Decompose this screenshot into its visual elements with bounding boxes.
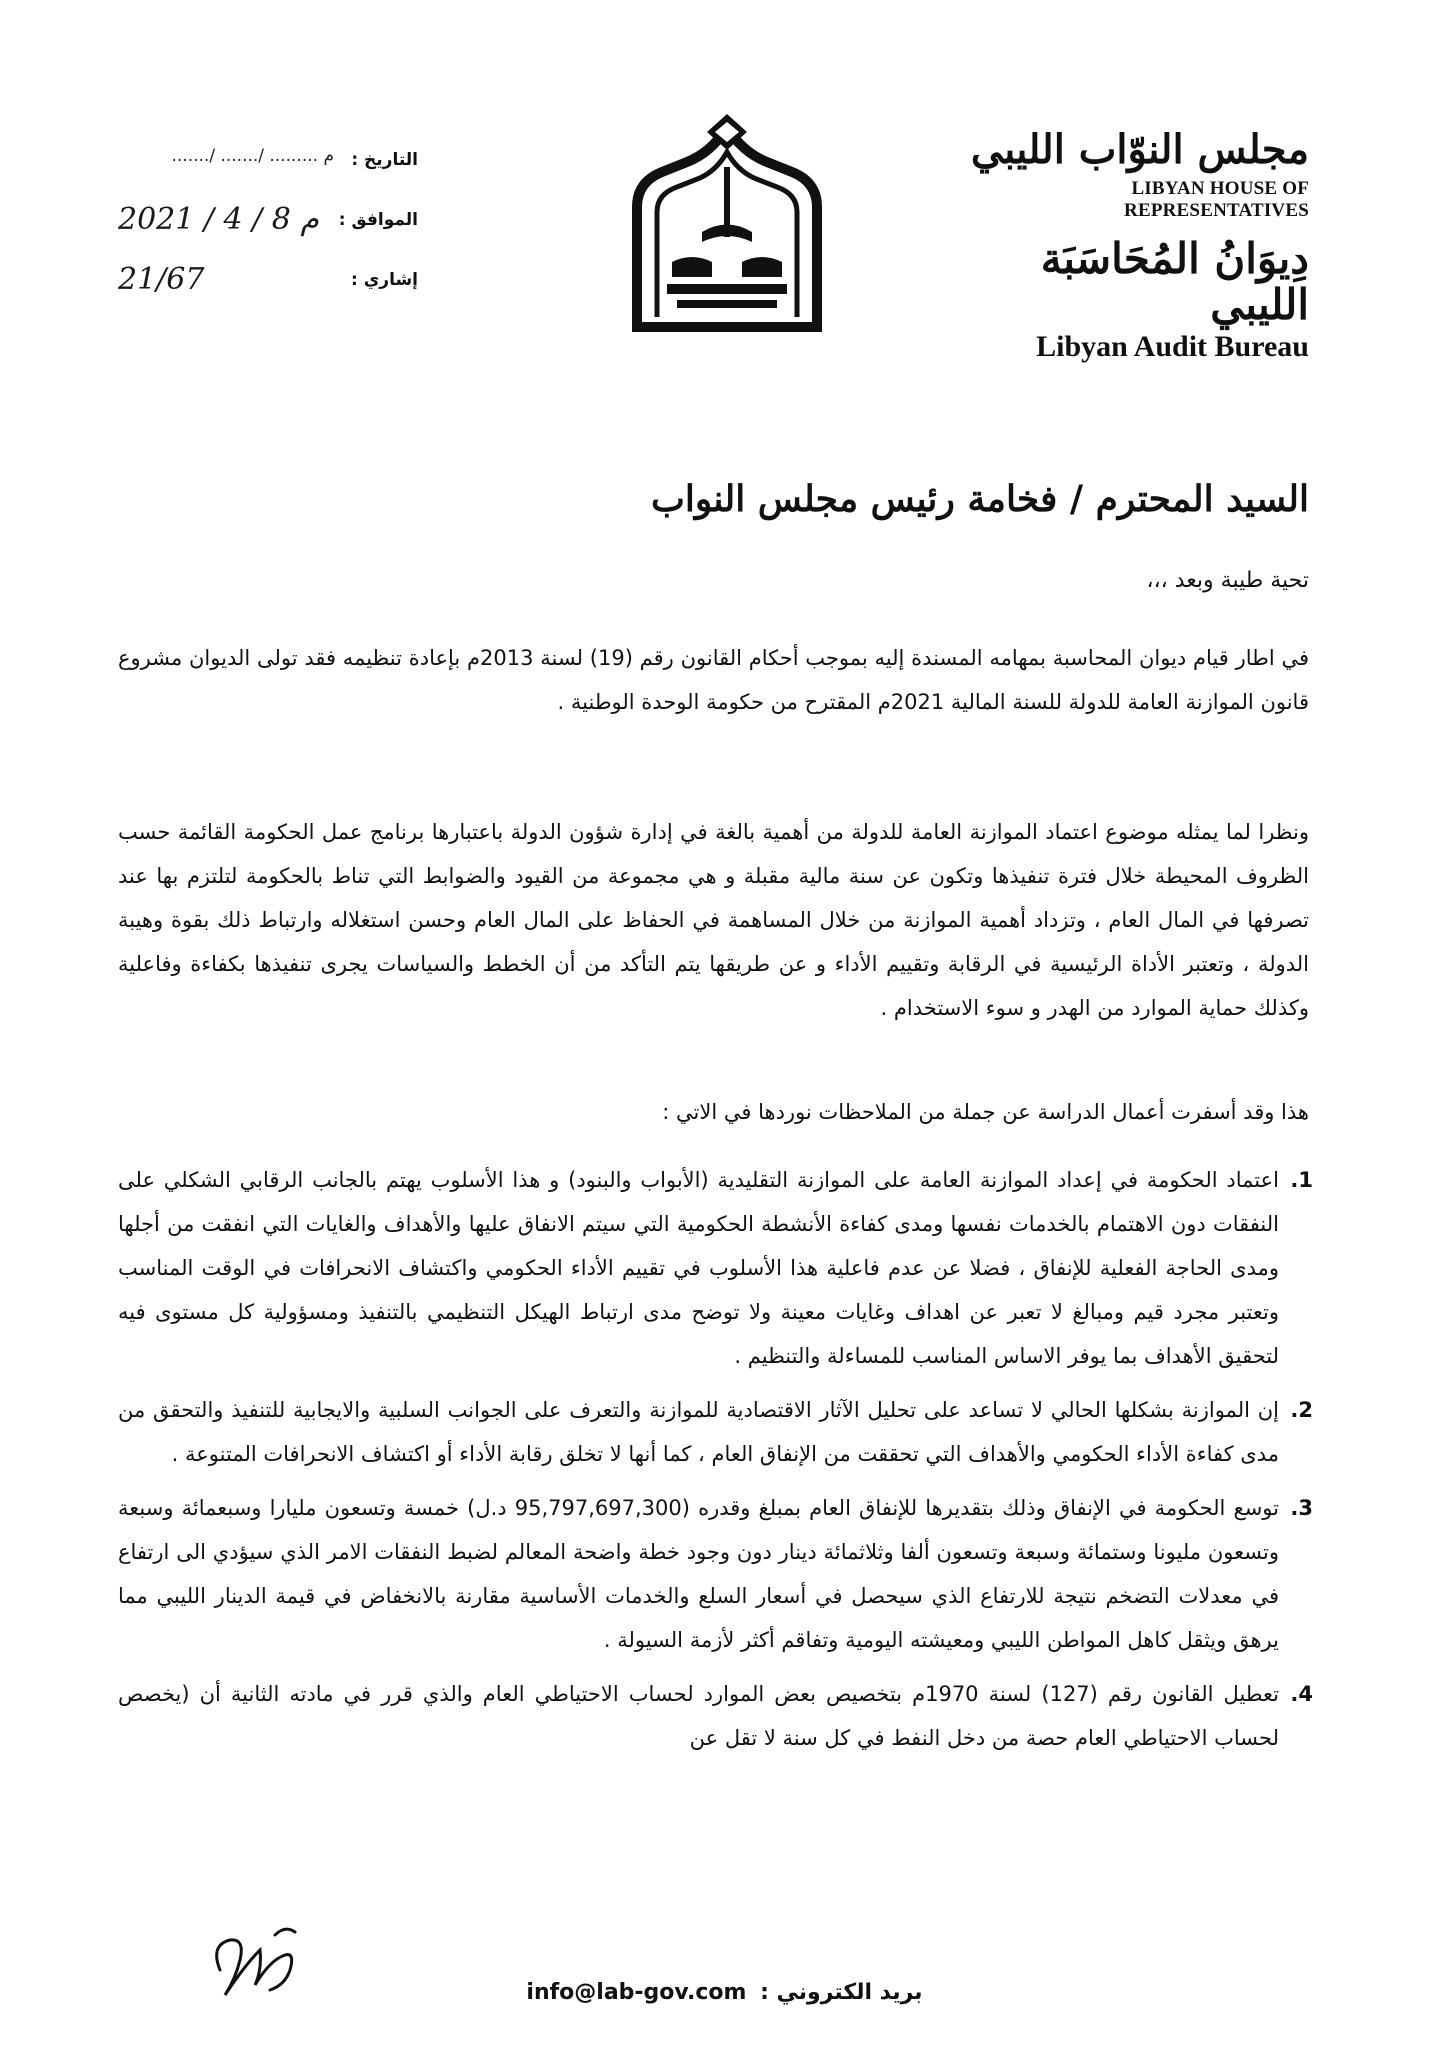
institution-name-en: LIBYAN HOUSE OF REPRESENTATIVES bbox=[1124, 178, 1309, 221]
email-address: info@lab-gov.com bbox=[526, 1980, 747, 2005]
list-item-number: 4. bbox=[1290, 1682, 1313, 1706]
bureau-name-en: Libyan Audit Bureau bbox=[1036, 330, 1309, 363]
audit-bureau-emblem-icon bbox=[612, 112, 842, 332]
hijri-label: الموافق : bbox=[338, 210, 418, 230]
list-item bbox=[118, 1672, 1313, 1760]
hijri-value: 2021 / 4 / 8 م bbox=[118, 202, 319, 237]
paragraph-importance: ونظرا لما يمثله موضوع اعتماد الموازنة العامة للدولة من أهمية بالغة في إدارة شؤون الدولة باعتبارها برنامج عمل الحكومة القائمة حسب الظروف المحيطة خلال فترة تنفيذها وتكون عن سنة مالية مقبلة و هي مجموعة من القيود والضوابط التي تناط بالحكومة لتلتزم بها عند تصرفها في المال العام ، وتزداد أهمية الموازنة من خلال المساهمة في الحفاظ على المال العام وحسن استغلاله وارتباط ذلك بقوة وهيبة الدولة ، وتعتبر الأداة الرئيسية في الرقابة وتقييم الأداء و عن طريقها يتم التأكد من أن الخطط والسياسات يجرى تنفيذها بكفاءة وفاعلية وكذلك حماية الموارد من الهدر و سوء الاستخدام . bbox=[118, 820, 1309, 1020]
list-item bbox=[118, 1158, 1313, 1378]
ref-value: 21/67 bbox=[118, 262, 205, 297]
reference-block bbox=[118, 142, 418, 322]
ref-row bbox=[118, 262, 418, 322]
date-row bbox=[118, 142, 418, 202]
date-label: التاريخ : bbox=[351, 150, 418, 170]
greeting: تحية طيبة وبعد ،،، bbox=[1146, 568, 1309, 593]
institution-name-ar: مجلس النوّاب الليبي bbox=[970, 126, 1309, 173]
list-item-number: 2. bbox=[1290, 1398, 1313, 1422]
list-item-text: إن الموازنة بشكلها الحالي لا تساعد على تحليل الآثار الاقتصادية للموازنة والتعرف على الجوانب السلبية والايجابية للتنفيذ والتحقق من مدى كفاءة الأداء الحكومي والأهداف التي تحققت من الإنفاق العام ، كما أنها لا تخلق رقابة الأداء أو اكتشاف الانحرافات المتنوعة . bbox=[118, 1398, 1279, 1466]
list-item-number: 3. bbox=[1290, 1496, 1313, 1520]
list-item-text: اعتماد الحكومة في إعداد الموازنة العامة على الموازنة التقليدية (الأبواب والبنود) و هذا الأسلوب يهتم بالجانب الرقابي الشكلي على النفقات دون الاهتمام بالخدمات نفسها ومدى كفاءة الأنشطة الحكومية التي سيتم الانفاق عليها والأهداف والغايات التي انفقت من أجلها ومدى الحاجة الفعلية للإنفاق ، فضلا عن عدم فاعلية هذا الأسلوب في تقييم الأداء الحكومي واكتشاف الانحرافات في الوقت المناسب وتعتبر مجرد قيم ومبالغ لا تعبر عن اهداف وغايات معينة ولا توضح مدى ارتباط الهيكل التنظيمي بالتنفيذ ومسؤولية كل مستوى فيه لتحقيق الأهداف بما يوفر الاساس المناسب للمساءلة والتنظيم . bbox=[118, 1168, 1279, 1368]
bureau-name-ar: دِيوَانُ المُحَاسَبَة الليبي bbox=[1040, 234, 1309, 329]
footer-contact bbox=[0, 1980, 1449, 2005]
paragraph-findings-lead: هذا وقد أسفرت أعمال الدراسة عن جملة من الملاحظات نوردها في الاتي : bbox=[662, 1100, 1309, 1124]
ref-label: إشاري : bbox=[350, 270, 418, 290]
list-item bbox=[118, 1388, 1313, 1476]
list-item bbox=[118, 1486, 1313, 1662]
list-item-text: توسع الحكومة في الإنفاق وذلك بتقديرها للإنفاق العام بمبلغ وقدره (95,797,697,300 د.ل) خمسة وتسعون مليارا وسبعمائة وسبعة وتسعون مليونا وستمائة وسبعة وتسعون ألفا وثلاثمائة دينار دون وجود خطة واضحة المعالم لضبط النفقات الامر الذي سيؤدي الى ارتفاع في معدلات التضخم نتيجة للارتفاع الذي سيحصل في أسعار السلع والخدمات الأساسية مقارنة بالانخفاض في قيمة الدينار الليبي مما يرهق ويثقل كاهل المواطن الليبي ومعيشته اليومية وتفاقم أكثر لأزمة السيولة . bbox=[118, 1496, 1279, 1652]
paragraph-intro: في اطار قيام ديوان المحاسبة بمهامه المسندة إليه بموجب أحكام القانون رقم (19) لسنة 2013م بإعادة تنظيمه فقد تولى الديوان مشروع قانون الموازنة العامة للدولة للسنة المالية 2021م المقترح من حكومة الوحدة الوطنية . bbox=[118, 646, 1309, 714]
list-item-number: 1. bbox=[1290, 1168, 1313, 1192]
institution-header bbox=[969, 128, 1309, 364]
hijri-row bbox=[118, 202, 418, 262]
findings-list bbox=[118, 1158, 1313, 1770]
date-value: ......./ ......./ ......... م bbox=[171, 146, 334, 166]
list-item-text: تعطيل القانون رقم (127) لسنة 1970م بتخصيص بعض الموارد لحساب الاحتياطي العام والذي قرر في مادته الثانية أن (يخصص لحساب الاحتياطي العام حصة من دخل النفط في كل سنة لا تقل عن bbox=[118, 1682, 1279, 1750]
salutation: السيد المحترم / فخامة رئيس مجلس النواب bbox=[650, 478, 1309, 520]
email-label: بريد الكتروني : bbox=[760, 1980, 923, 2005]
